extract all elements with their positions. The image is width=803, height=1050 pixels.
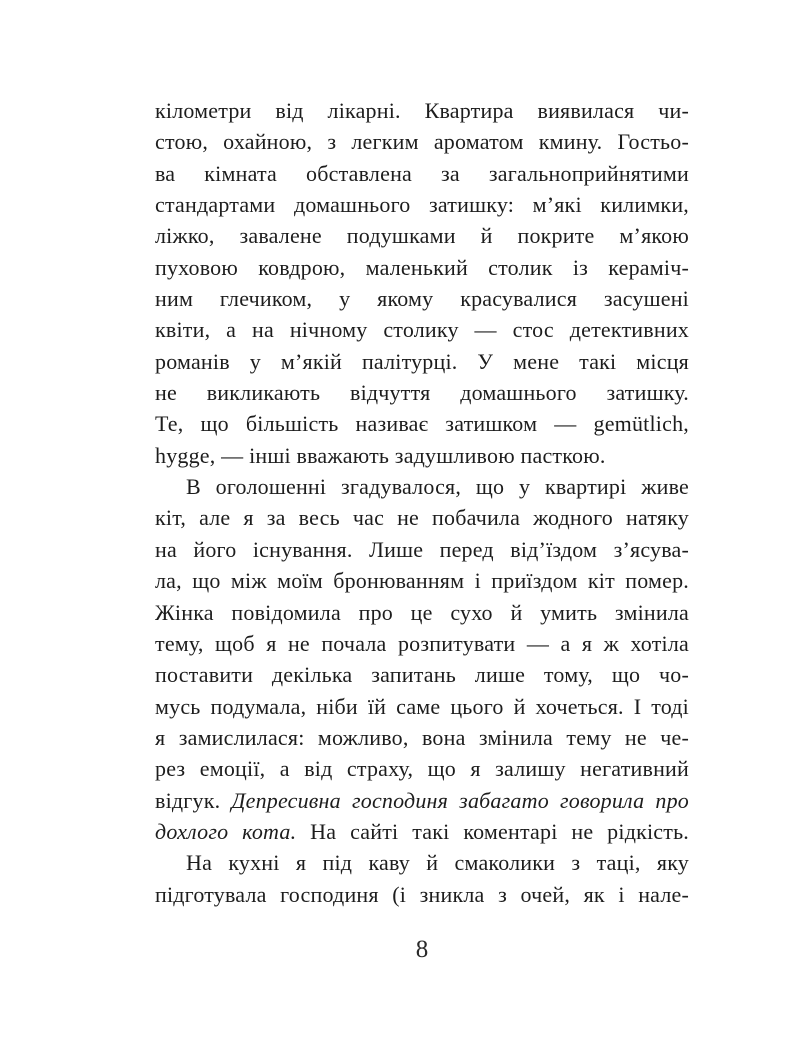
text-segment: пуховою ковдрою, маленький столик із кераміч-	[155, 254, 689, 280]
text-line	[155, 126, 689, 157]
text-line	[155, 471, 689, 502]
text-segment: кілометри від лікарні. Квартира виявилася чи-	[155, 98, 689, 123]
text-segment: відгук.	[155, 787, 232, 813]
text-line	[155, 722, 689, 753]
text-segment: на його існування. Лише перед від’їздом з’ясува-	[155, 536, 689, 562]
text-line	[155, 628, 689, 659]
text-segment: мусь подумала, ніби їй саме цього й хочеться. І тоді	[155, 693, 689, 719]
text-segment: поставити декілька запитань лише тому, що чо-	[155, 662, 689, 688]
text-segment: кіт, але я за весь час не побачила жодного натяку	[155, 505, 689, 531]
text-segment: На кухні я під каву й смаколики з таці, яку	[186, 850, 689, 876]
text-line	[155, 158, 689, 189]
text-segment: квіти, а на нічному столику — стос детективних	[155, 317, 689, 343]
text-line	[155, 408, 689, 439]
page-text	[155, 95, 689, 910]
italic-text-segment: дохлого кота.	[155, 818, 297, 844]
text-segment: тему, щоб я не почала розпитувати — а я ж хотіла	[155, 630, 689, 656]
text-line	[155, 440, 689, 471]
text-segment: ва кімната обставлена за загальноприйнятими	[155, 160, 689, 186]
text-line	[155, 691, 689, 722]
text-line	[155, 189, 689, 220]
text-line	[155, 816, 689, 847]
text-line	[155, 847, 689, 878]
text-line	[155, 252, 689, 283]
text-line	[155, 346, 689, 377]
text-segment: В оголошенні згадувалося, що у квартирі живе	[186, 474, 689, 500]
text-line	[155, 314, 689, 345]
text-segment: рез емоції, а від страху, що я залишу негативний	[155, 756, 689, 782]
text-line	[155, 283, 689, 314]
text-segment: ла, що між моїм бронюванням і приїздом кіт помер.	[155, 568, 689, 594]
text-line	[155, 785, 689, 816]
text-segment: Жінка повідомила про це сухо й умить змінила	[155, 599, 689, 625]
text-segment: романів у м’якій палітурці. У мене такі місця	[155, 348, 689, 374]
italic-text-segment: Депресивна господиня забагато говорила про	[231, 787, 689, 813]
text-segment: ліжко, завалене подушками й покрите м’якою	[155, 223, 689, 249]
text-segment: я замислилася: можливо, вона змінила тему не че-	[155, 724, 689, 750]
text-segment: ним глечиком, у якому красувалися засушені	[155, 286, 689, 312]
text-segment: стандартами домашнього затишку: м’які килимки,	[155, 192, 689, 218]
text-segment: Те, що більшість називає затишком — gemütlich,	[155, 411, 689, 437]
page-number: 8	[415, 936, 429, 963]
text-segment: стою, охайною, з легким ароматом кмину. Гостьо-	[155, 129, 689, 155]
text-segment: На сайті такі коментарі не рідкість.	[296, 818, 689, 844]
text-line	[155, 565, 689, 596]
text-segment: не викликають відчуття домашнього затишку.	[155, 380, 689, 406]
text-segment: hygge, — інші вважають задушливою пасткою.	[155, 442, 606, 468]
text-line	[155, 659, 689, 690]
text-line	[155, 502, 689, 533]
text-line	[155, 879, 689, 910]
text-segment: підготувала господиня (і зникла з очей, як і нале-	[155, 881, 689, 907]
text-line	[155, 534, 689, 565]
text-line	[155, 95, 689, 126]
text-line	[155, 753, 689, 784]
text-line	[155, 597, 689, 628]
text-line	[155, 377, 689, 408]
text-line	[155, 220, 689, 251]
